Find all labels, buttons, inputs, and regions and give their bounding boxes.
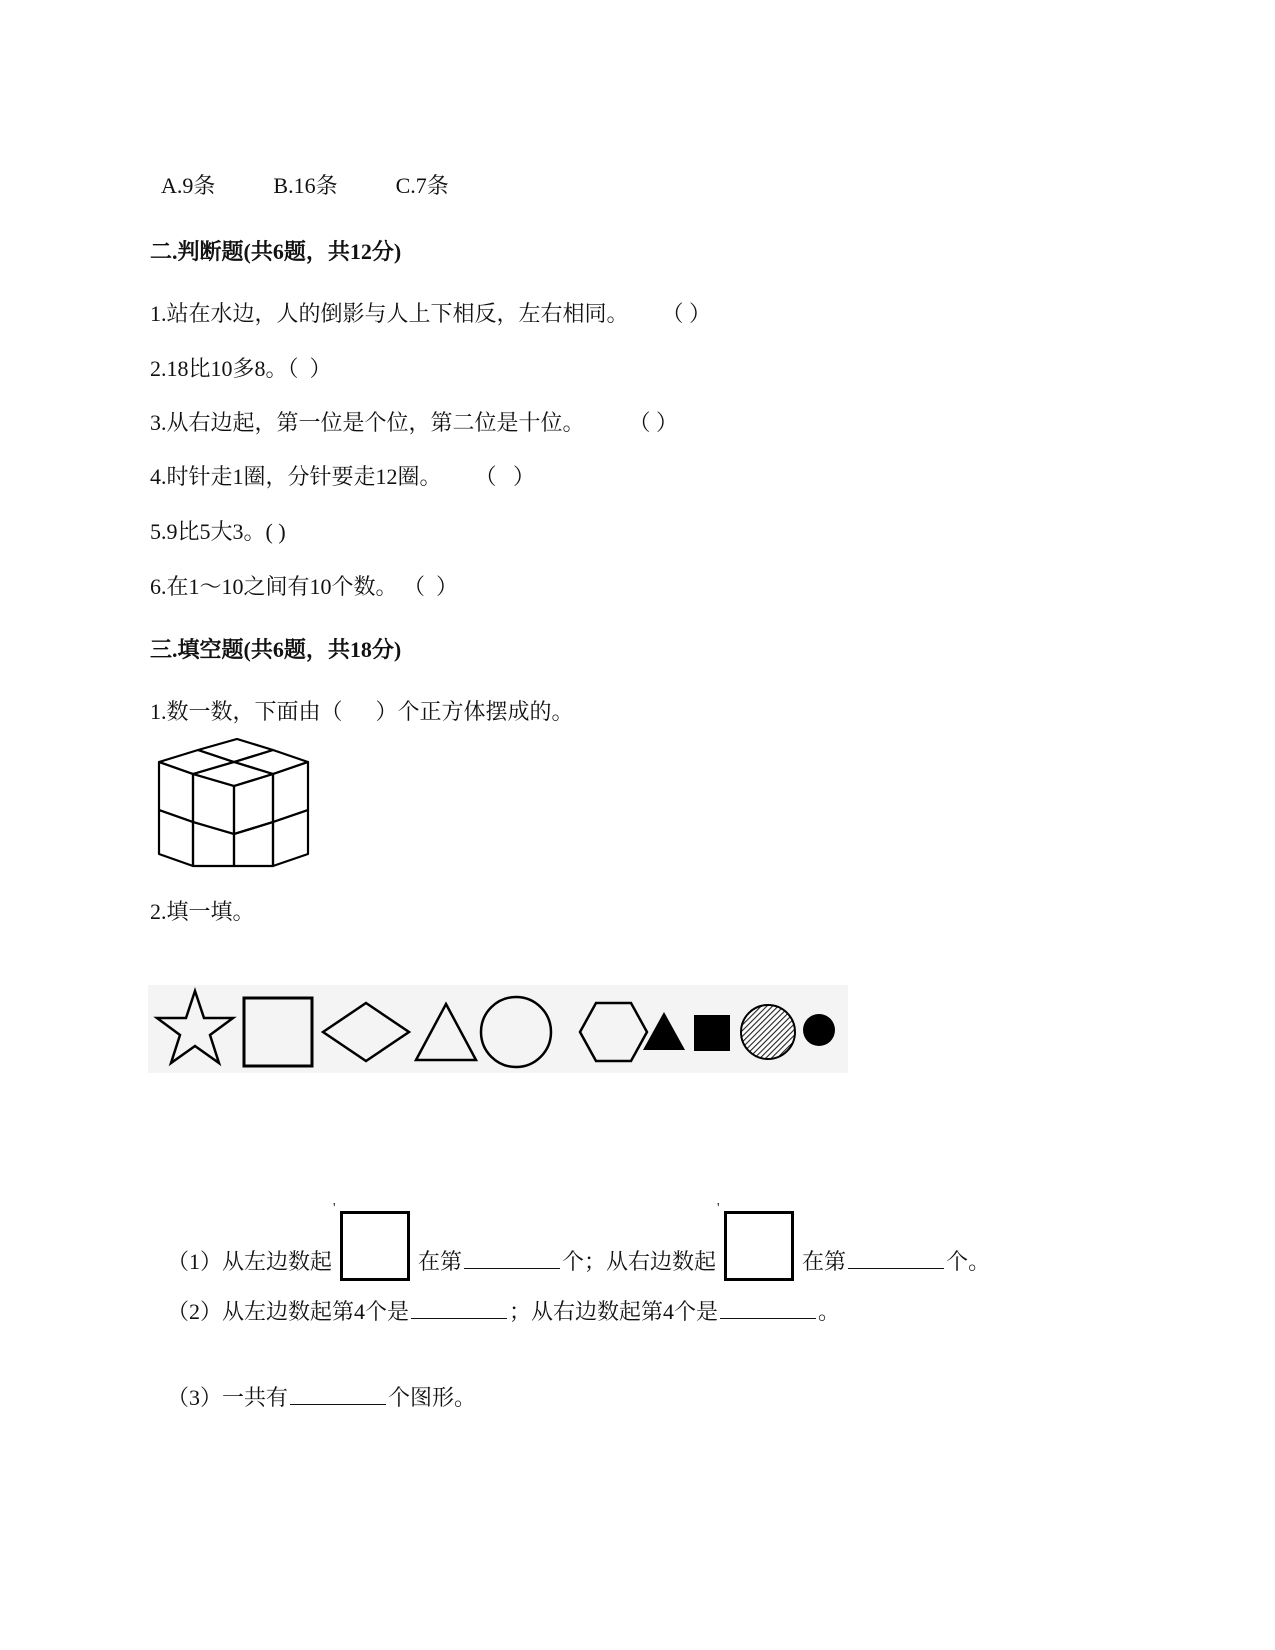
option-c: C.7条: [395, 173, 449, 198]
answer-blank[interactable]: [290, 1384, 386, 1405]
sub1-text-e: 个。: [946, 1249, 991, 1274]
previous-question-options: [150, 144, 507, 200]
section-3-heading: 三.填空题(共6题，共18分): [150, 637, 402, 662]
sub1-text-d: 在第: [802, 1249, 847, 1274]
sub2-text-b: ；从右边数起第4个是: [509, 1299, 719, 1324]
sub1-text-b: 在第: [418, 1249, 463, 1274]
sub1-text-c: 个；从右边数起: [562, 1249, 717, 1274]
option-a: A.9条: [161, 173, 216, 198]
shapes-row-figure: [148, 985, 848, 1073]
option-b: B.16条: [273, 173, 338, 198]
square-filled-shape: [694, 1015, 730, 1051]
sub2-text-a: （2）从左边数起第4个是: [167, 1299, 410, 1324]
judgement-item-1: 1.站在水边，人的倒影与人上下相反，左右相同。 （ ）: [150, 301, 712, 326]
answer-blank[interactable]: [411, 1298, 507, 1319]
tick-mark: ': [333, 1201, 336, 1216]
fill-question-2: 2.填一填。: [150, 899, 255, 924]
sub1-text-a: （1）从左边数起: [167, 1249, 333, 1274]
judgement-item-4: 4.时针走1圈，分针要走12圈。 （ ）: [150, 464, 536, 489]
fill-subquestion-3: [156, 1356, 476, 1412]
cube-stack-figure: [148, 738, 313, 873]
fill-subquestion-2: [156, 1270, 840, 1326]
tick-mark: ': [717, 1201, 720, 1216]
judgement-item-3: 3.从右边起，第一位是个位，第二位是十位。 （ ）: [150, 410, 679, 435]
answer-blank[interactable]: [720, 1298, 816, 1319]
circle-filled-small-shape: [803, 1014, 835, 1046]
fill-subquestion-1: [156, 1183, 990, 1281]
answer-blank[interactable]: [464, 1248, 560, 1269]
judgement-item-6: 6.在1～10之间有10个数。 （ ）: [150, 574, 459, 599]
judgement-item-2: 2.18比10多8。（ ）: [150, 356, 332, 381]
answer-blank[interactable]: [848, 1248, 944, 1269]
sub3-text-b: 个图形。: [388, 1385, 477, 1410]
judgement-item-5: 5.9比5大3。( ): [150, 519, 286, 544]
fill-question-1: 1.数一数，下面由（ ）个正方体摆成的。: [150, 699, 574, 724]
circle-hatched-shape: [741, 1005, 795, 1059]
section-2-heading: 二.判断题(共6题，共12分): [150, 239, 402, 264]
sub3-text-a: （3）一共有: [167, 1385, 289, 1410]
sub2-text-c: 。: [818, 1299, 841, 1324]
